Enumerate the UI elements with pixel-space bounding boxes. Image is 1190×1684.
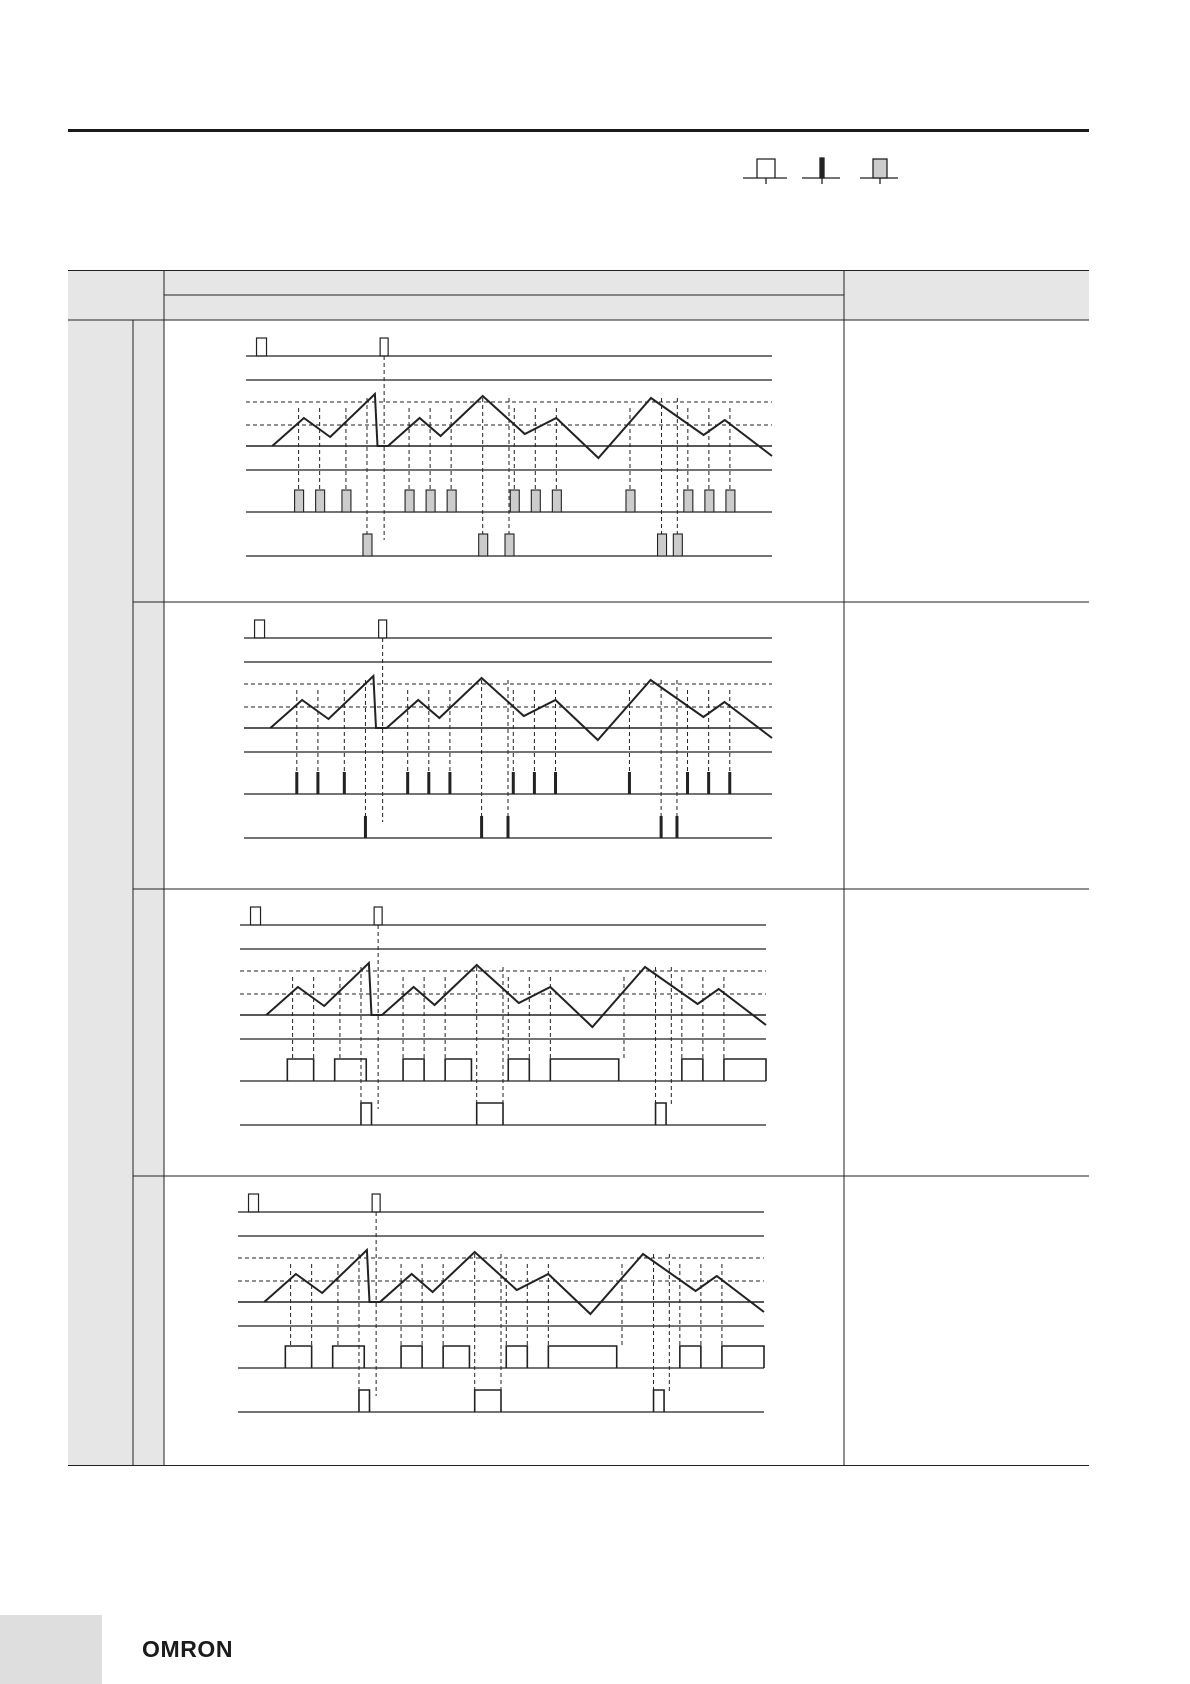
one-shot-symbol	[802, 158, 840, 184]
omron-logo	[142, 1638, 242, 1660]
svg-text:OMRON: OMRON	[142, 1638, 232, 1660]
timing-chart-4	[238, 1194, 764, 1412]
category-column	[68, 320, 164, 1466]
timing-chart-2	[244, 620, 772, 838]
top-rule	[68, 129, 1089, 132]
page-side-tab	[0, 1615, 102, 1684]
output-legend	[740, 150, 910, 186]
timing-chart-1	[246, 338, 772, 556]
timing-chart-3	[240, 907, 766, 1125]
hold-pulse-symbol	[743, 159, 787, 184]
table-frame	[68, 270, 1089, 1466]
timing-chart-table	[68, 270, 1089, 1466]
shaded-pulse-symbol	[860, 159, 898, 184]
